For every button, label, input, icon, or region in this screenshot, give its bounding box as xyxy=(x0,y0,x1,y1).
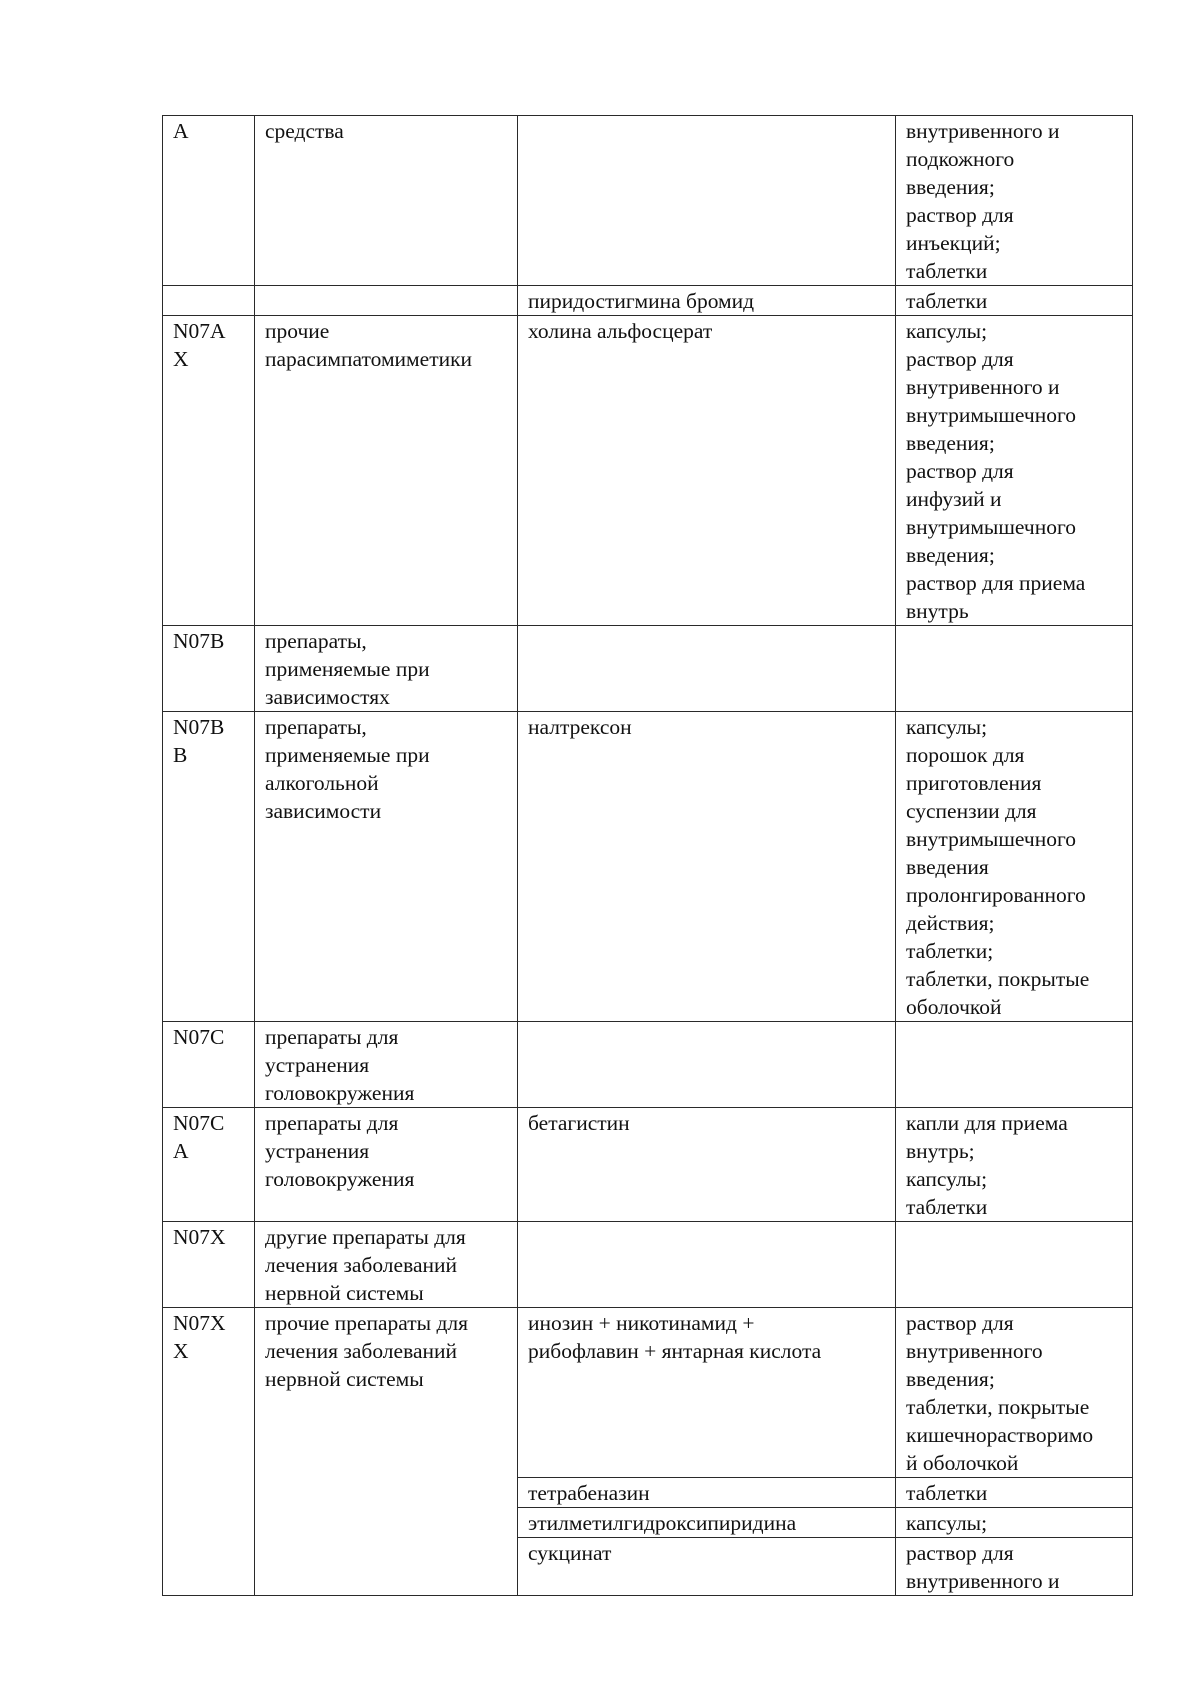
table-row xyxy=(163,116,1133,286)
dosage-form-cell xyxy=(896,626,1133,712)
group-cell: препараты, применяемые при алкогольной зависимости xyxy=(255,712,518,1022)
group-cell: прочие парасимпатомиметики xyxy=(255,316,518,626)
dosage-form-cell: капсулы; порошок для приготовления суспензии для внутримышечного введения пролонгированного действия; таблетки; таблетки, покрытые оболочкой xyxy=(896,712,1133,1022)
table-row xyxy=(163,712,1133,1022)
drug-cell: бетагистин xyxy=(518,1108,896,1222)
group-cell: препараты для устранения головокружения xyxy=(255,1022,518,1108)
drug-list-table xyxy=(162,115,1133,1596)
drug-cell xyxy=(518,626,896,712)
dosage-form-cell: внутривенного и подкожного введения; раствор для инъекций; таблетки xyxy=(896,116,1133,286)
atc-code-cell: N07B xyxy=(163,626,255,712)
drug-cell: этилметилгидроксипиридина xyxy=(518,1508,896,1538)
dosage-form-cell: капли для приема внутрь; капсулы; таблетки xyxy=(896,1108,1133,1222)
group-cell: средства xyxy=(255,116,518,286)
atc-code-cell xyxy=(163,286,255,316)
group-cell xyxy=(255,286,518,316)
drug-cell: холина альфосцерат xyxy=(518,316,896,626)
drug-cell xyxy=(518,1222,896,1308)
drug-cell: налтрексон xyxy=(518,712,896,1022)
dosage-form-cell xyxy=(896,1022,1133,1108)
atc-code-cell: N07B B xyxy=(163,712,255,1022)
table-row xyxy=(163,316,1133,626)
table-row xyxy=(163,1308,1133,1478)
group-cell: другие препараты для лечения заболеваний нервной системы xyxy=(255,1222,518,1308)
dosage-form-cell: капсулы; xyxy=(896,1508,1133,1538)
drug-cell xyxy=(518,1022,896,1108)
dosage-form-cell: таблетки xyxy=(896,1478,1133,1508)
dosage-form-cell: раствор для внутривенного и xyxy=(896,1538,1133,1596)
drug-cell: пиридостигмина бромид xyxy=(518,286,896,316)
table-row xyxy=(163,1022,1133,1108)
atc-code-cell: N07X xyxy=(163,1222,255,1308)
drug-cell: инозин + никотинамид + рибофлавин + янтарная кислота xyxy=(518,1308,896,1478)
drug-cell xyxy=(518,116,896,286)
table-row xyxy=(163,1108,1133,1222)
group-cell: прочие препараты для лечения заболеваний нервной системы xyxy=(255,1308,518,1596)
table-row xyxy=(163,286,1133,316)
dosage-form-cell: раствор для внутривенного введения; таблетки, покрытые кишечнорастворимо й оболочкой xyxy=(896,1308,1133,1478)
table-row xyxy=(163,626,1133,712)
group-cell: препараты, применяемые при зависимостях xyxy=(255,626,518,712)
atc-code-cell: N07C A xyxy=(163,1108,255,1222)
atc-code-cell: A xyxy=(163,116,255,286)
drug-cell: сукцинат xyxy=(518,1538,896,1596)
table-row xyxy=(163,1222,1133,1308)
group-cell: препараты для устранения головокружения xyxy=(255,1108,518,1222)
drug-cell: тетрабеназин xyxy=(518,1478,896,1508)
atc-code-cell: N07X X xyxy=(163,1308,255,1596)
atc-code-cell: N07C xyxy=(163,1022,255,1108)
dosage-form-cell: таблетки xyxy=(896,286,1133,316)
atc-code-cell: N07A X xyxy=(163,316,255,626)
dosage-form-cell: капсулы; раствор для внутривенного и внутримышечного введения; раствор для инфузий и внутримышечного введения; раствор для приема внутрь xyxy=(896,316,1133,626)
dosage-form-cell xyxy=(896,1222,1133,1308)
